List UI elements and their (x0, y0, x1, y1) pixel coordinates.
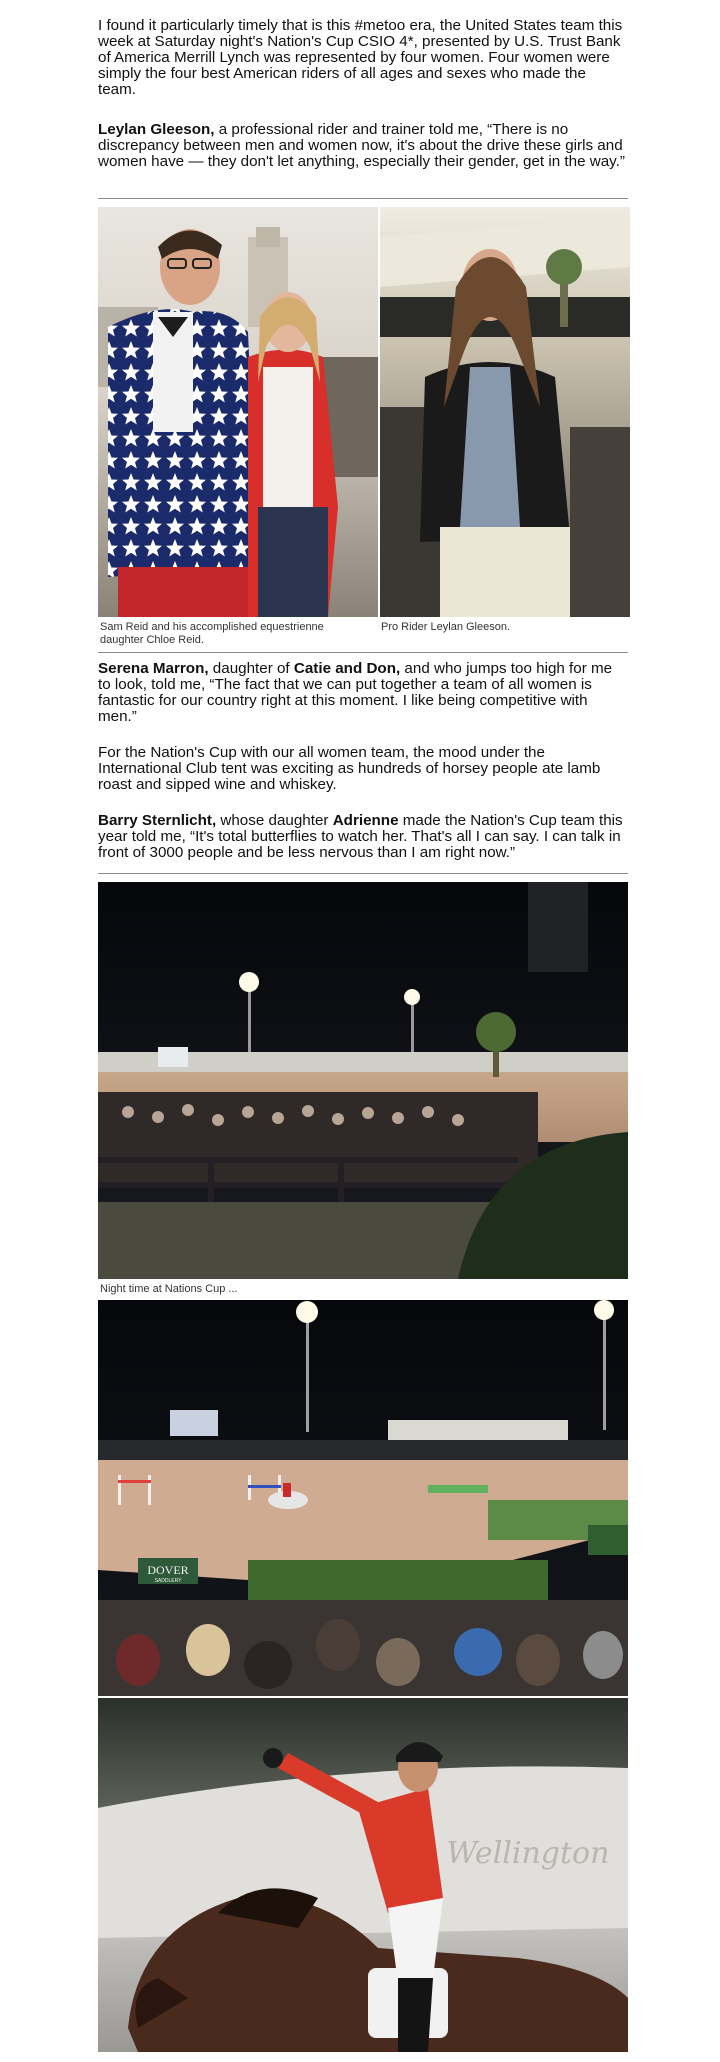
section-divider (98, 652, 628, 653)
marron-text-b: and who jumps too high for me to look, told me, “The fact that we can put together a team of all women is fantastic for our country right at this moment. I like being competitive with men.” (98, 660, 613, 726)
sternlicht-quote-block (98, 813, 628, 861)
marron-quote-paragraph (98, 661, 628, 725)
photo-rider-closeup (98, 1698, 628, 2052)
dover-sign-subtext: SADDLERY (154, 1578, 182, 1584)
photo-night-nations-cup (98, 882, 628, 1279)
gleeson-name: Leylan Gleeson, (98, 121, 215, 138)
sternlicht-name: Barry Sternlicht, (98, 812, 217, 829)
gleeson-quote-block (98, 122, 628, 170)
mood-paragraph: For the Nation's Cup with our all women team, the mood under the International Club tent was exciting as hundreds of horsey people ate lamb roast and sipped wine and whiskey. (98, 744, 601, 794)
dover-sign-text: DOVER (147, 1563, 189, 1577)
tent-script-text: Wellington (446, 1836, 610, 1871)
marron-name: Serena Marron, (98, 660, 209, 677)
photo-arena-rider (98, 1300, 628, 1696)
caption-left: Sam Reid and his accomplished equestrienne daughter Chloe Reid. (100, 621, 324, 646)
sternlicht-quote-paragraph (98, 813, 628, 861)
photo-leylan-gleeson (380, 207, 630, 617)
sternlicht-daughter: Adrienne (332, 812, 399, 829)
sternlicht-text-a: whose daughter (216, 812, 333, 829)
marron-quote-block (98, 661, 628, 725)
sternlicht-text-b: made the Nation's Cup team this year told me, “It's total butterflies to watch her. That's all I can say. I can talk in front of 3000 people and be less nervous than I am right now.” (98, 812, 623, 862)
gleeson-quote-paragraph (98, 122, 628, 170)
intro-paragraph: I found it particularly timely that is this #metoo era, the United States team this week at Saturday night's Nation's Cup CSIO 4*, presented by U.S. Trust Bank of America Merrill Lynch was represented by four women. Four women were simply the four best American riders of all ages and sexes who made the team. (98, 17, 623, 99)
section-divider (98, 198, 628, 199)
marron-parents: Catie and Don, (293, 660, 401, 677)
caption-night-arena: Night time at Nations Cup ... (100, 1283, 238, 1295)
marron-text-a: daughter of (208, 660, 294, 677)
caption-right: Pro Rider Leylan Gleeson. (381, 621, 511, 633)
intro-paragraph-block (98, 18, 628, 98)
photo-sam-chloe-reid (98, 207, 378, 617)
section-divider (98, 873, 628, 874)
gleeson-quote-text: a professional rider and trainer told me, “There is no discrepancy between men and women now, it's about the drive these girls and women have — they don't let anything, especially their gender, get in the way.” (98, 121, 625, 171)
mood-paragraph-block (98, 745, 628, 793)
